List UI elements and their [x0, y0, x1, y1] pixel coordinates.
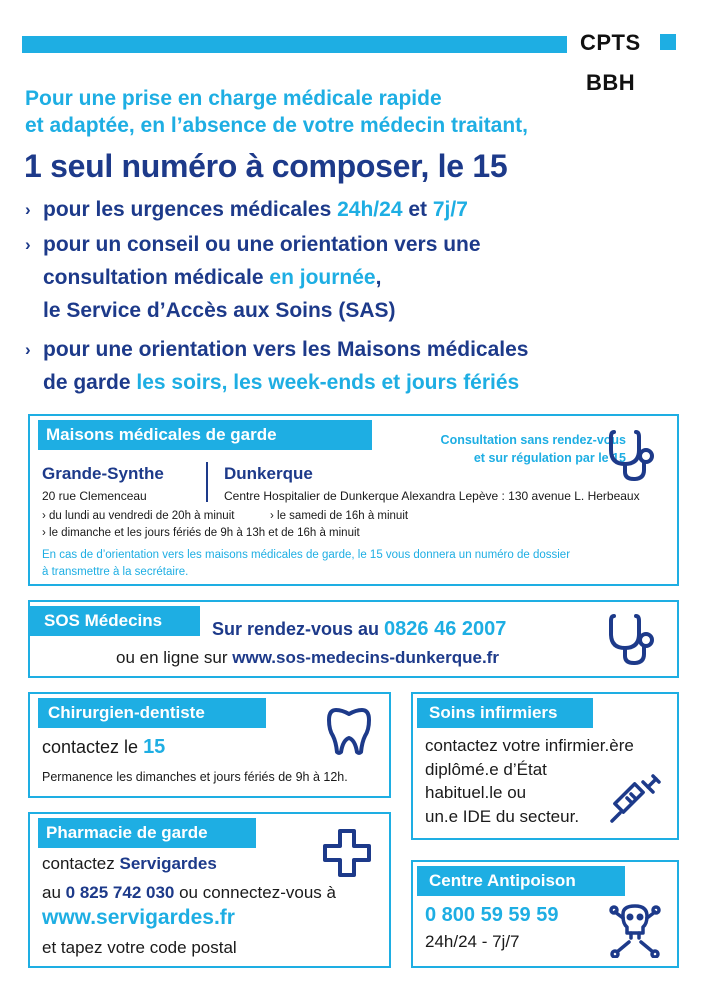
pharmacie-line2	[42, 883, 336, 903]
dk-hours-1	[270, 510, 408, 522]
pharmacie-line4: et tapez votre code postal	[42, 938, 237, 957]
maisons-title: Maisons médicales de garde	[38, 420, 372, 450]
skull-crossbones-icon	[609, 902, 661, 958]
sos-phone: 0826 46 2007	[384, 618, 507, 640]
bullet-text: ,	[375, 266, 382, 289]
bullet-text: pour une orientation vers les Maisons médicales	[43, 338, 529, 361]
note-line: En cas de d’orientation vers les maisons médicales de garde, le 15 vous donnera un numéro de dossier	[42, 549, 571, 561]
note-line: à transmettre à la secrétaire.	[42, 566, 189, 578]
maisons-note	[42, 547, 570, 581]
pharmacie-phone: 0 825 742 030	[65, 883, 175, 902]
infirmiers-text	[425, 734, 634, 828]
brand-bbh: BBH	[586, 70, 636, 95]
bullet-maisons	[25, 333, 528, 399]
infirmiers-line: contactez votre infirmier.ère	[425, 736, 634, 755]
top-accent-bar	[22, 36, 567, 53]
antipoison-box	[411, 860, 679, 968]
gs-address: 20 rue Clemenceau	[42, 489, 147, 503]
gs-name: Grande-Synthe	[42, 464, 164, 483]
medical-cross-icon	[322, 828, 372, 878]
brand-cpts: CPTS	[580, 30, 641, 55]
hours-text: le dimanche et les jours fériés de 9h à 13h et de 16h à minuit	[49, 527, 360, 539]
sos-online-text: ou en ligne sur	[116, 648, 233, 667]
chevron-right-icon: ›	[42, 527, 50, 539]
servigardes-name: Servigardes	[119, 854, 217, 873]
dentiste-permanence: Permanence les dimanches et jours fériés de 9h à 12h.	[42, 770, 348, 784]
sos-online	[116, 648, 499, 668]
pharmacie-text: au	[42, 883, 66, 902]
antipoison-hours: 24h/24 - 7j/7	[425, 932, 520, 951]
bullet-text: pour un conseil ou une orientation vers une	[43, 233, 481, 256]
chevron-right-icon: ›	[42, 510, 50, 522]
bullet-urgences	[25, 193, 468, 226]
pharmacie-box	[28, 812, 391, 968]
bullet-text: consultation médicale	[43, 266, 270, 289]
sos-box	[28, 600, 679, 678]
chevron-right-icon: ›	[270, 510, 278, 522]
dentiste-contact	[42, 736, 165, 759]
antipoison-title: Centre Antipoison	[417, 866, 625, 896]
consult-info	[382, 431, 626, 467]
dk-address: Centre Hospitalier de Dunkerque Alexandra Lepève : 130 avenue L. Herbeaux	[224, 489, 640, 503]
bullet-text: de garde	[43, 371, 137, 394]
bullet-highlight: 24h/24	[337, 198, 403, 221]
dentiste-contact-text: contactez le	[42, 737, 144, 757]
infirmiers-line: habituel.le ou	[425, 783, 527, 802]
bullet-text: le Service d’Accès aux Soins (SAS)	[43, 299, 396, 322]
gs-hours-1	[42, 510, 234, 522]
stethoscope-icon	[608, 612, 658, 666]
consult-line: Consultation sans rendez-vous	[440, 433, 626, 447]
chevron-right-icon: ›	[25, 235, 31, 254]
tooth-icon	[326, 706, 372, 756]
gs-hours-2	[42, 527, 360, 539]
consult-line: et sur régulation par le 15	[473, 451, 626, 465]
maisons-box	[28, 414, 679, 586]
dentiste-title: Chirurgien-dentiste	[38, 698, 266, 728]
stethoscope-icon	[608, 428, 658, 482]
sos-rdv	[212, 618, 506, 641]
hours-text: du lundi au vendredi de 20h à minuit	[49, 510, 235, 522]
dentiste-box	[28, 692, 391, 798]
intro-line-2: et adaptée, en l’absence de votre médecin traitant,	[25, 114, 529, 137]
antipoison-phone: 0 800 59 59 59	[425, 904, 559, 926]
sos-title: SOS Médecins	[30, 606, 200, 636]
bullet-highlight: les soirs, les week-ends et jours fériés	[136, 371, 520, 394]
dk-name: Dunkerque	[224, 464, 313, 483]
headline: 1 seul numéro à composer, le 15	[24, 148, 508, 184]
pharmacie-url[interactable]: www.servigardes.fr	[42, 906, 235, 929]
intro-line-1: Pour une prise en charge médicale rapide	[25, 87, 442, 110]
sos-rdv-text: Sur rendez-vous au	[212, 619, 385, 639]
dentiste-number: 15	[143, 736, 166, 758]
hours-text: le samedi de 16h à minuit	[277, 510, 409, 522]
bullet-conseil	[25, 228, 481, 327]
sos-url[interactable]: www.sos-medecins-dunkerque.fr	[232, 648, 499, 667]
divider	[206, 462, 208, 502]
pharmacie-text: ou connectez-vous à	[174, 883, 336, 902]
bullet-text: et	[402, 198, 433, 221]
bullet-highlight: en journée	[269, 266, 376, 289]
infirmiers-title: Soins infirmiers	[417, 698, 593, 728]
infirmiers-line: un.e IDE du secteur.	[425, 806, 580, 826]
infirmiers-line: diplômé.e d’État	[425, 759, 547, 779]
pharmacie-title: Pharmacie de garde	[38, 818, 256, 848]
bullet-text: pour les urgences médicales	[43, 198, 338, 221]
pharmacie-line1	[42, 854, 217, 874]
brand-square	[660, 34, 676, 50]
pharmacie-text: contactez	[42, 854, 120, 873]
chevron-right-icon: ›	[25, 200, 31, 219]
syringe-icon	[609, 772, 661, 824]
chevron-right-icon: ›	[25, 340, 31, 359]
infirmiers-box	[411, 692, 679, 840]
bullet-highlight: 7j/7	[432, 198, 468, 221]
